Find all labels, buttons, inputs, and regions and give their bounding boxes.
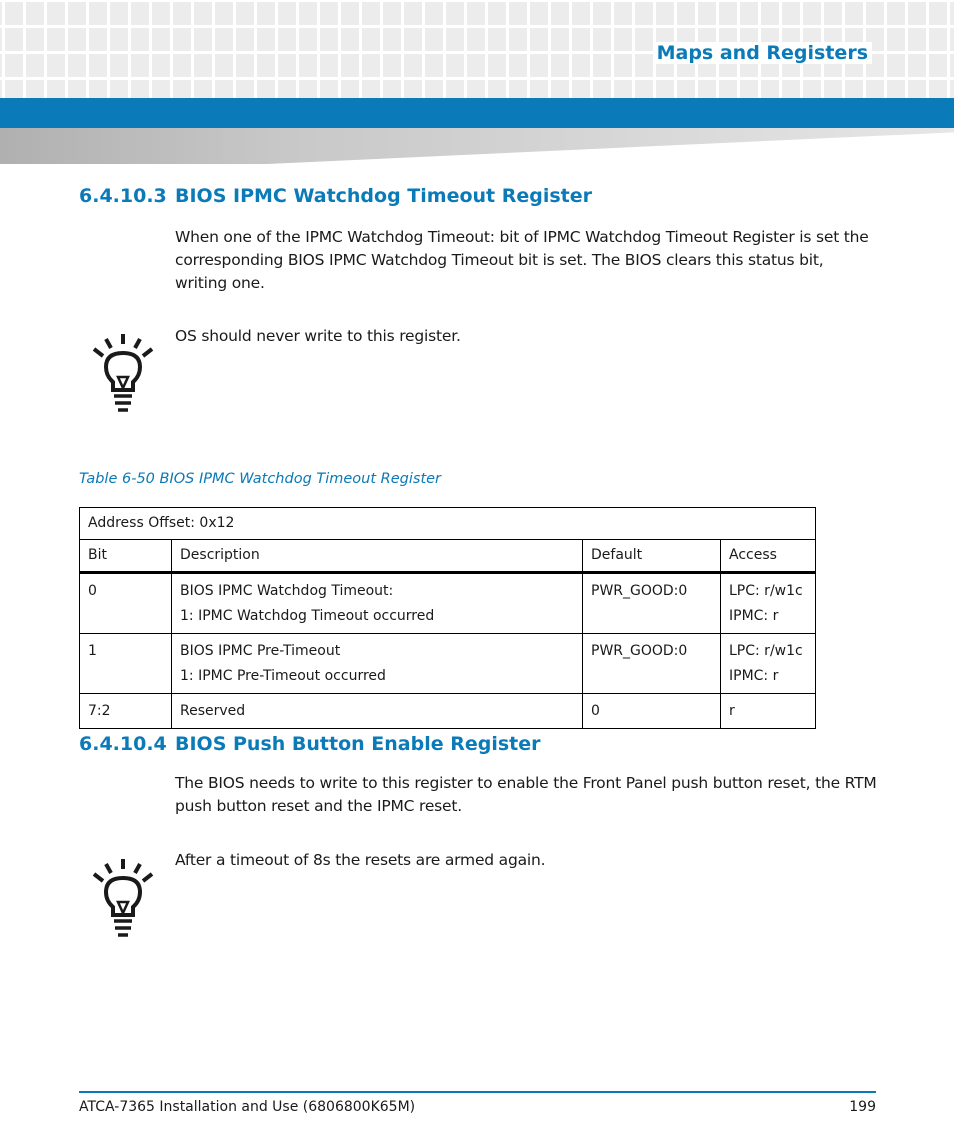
note-text: After a timeout of 8s the resets are armed again. <box>175 851 546 869</box>
access-line: IPMC: r <box>729 608 779 624</box>
description-cell <box>172 634 583 694</box>
access-cell: r <box>721 694 816 729</box>
description-line: 1: IPMC Watchdog Timeout occurred <box>180 608 435 624</box>
bit-cell: 0 <box>80 573 172 634</box>
section-title: BIOS Push Button Enable Register <box>175 733 541 755</box>
description-line: 1: IPMC Pre-Timeout occurred <box>180 668 386 684</box>
bit-cell: 7:2 <box>80 694 172 729</box>
column-header-bit: Bit <box>80 540 172 573</box>
footer-document-title: ATCA-7365 Installation and Use (6806800K65M) <box>79 1099 416 1115</box>
page-header-title: Maps and Registers <box>653 42 872 64</box>
section-heading-push-button <box>79 733 541 755</box>
address-offset-cell: Address Offset: 0x12 <box>80 508 816 540</box>
section-title: BIOS IPMC Watchdog Timeout Register <box>175 185 593 207</box>
footer-divider <box>79 1091 876 1093</box>
access-line: LPC: r/w1c <box>729 583 803 599</box>
header-grey-wedge <box>0 128 954 164</box>
table-row <box>80 508 816 540</box>
bit-cell: 1 <box>80 634 172 694</box>
description-cell <box>172 573 583 634</box>
footer-page-number: 199 <box>849 1099 876 1115</box>
access-line: LPC: r/w1c <box>729 643 803 659</box>
section-body: When one of the IPMC Watchdog Timeout: bit of IPMC Watchdog Timeout Register is set the corresponding BIOS IPMC Watchdog Timeout bit is set. The BIOS clears this status bit, writing one. <box>175 228 869 292</box>
access-line: IPMC: r <box>729 668 779 684</box>
note-text: OS should never write to this register. <box>175 327 461 345</box>
table-row <box>80 573 816 634</box>
section-body: The BIOS needs to write to this register to enable the Front Panel push button reset, the RTM push button reset and the IPMC reset. <box>175 774 877 815</box>
header-blue-bar <box>0 98 954 128</box>
column-header-description: Description <box>172 540 583 573</box>
default-cell: 0 <box>583 694 721 729</box>
lightbulb-icon <box>92 334 154 414</box>
description-line: BIOS IPMC Watchdog Timeout: <box>180 583 394 599</box>
access-cell <box>721 634 816 694</box>
description-line: BIOS IPMC Pre-Timeout <box>180 643 341 659</box>
table-caption: Table 6-50 BIOS IPMC Watchdog Timeout Register <box>79 471 442 487</box>
table-header-row <box>80 540 816 573</box>
column-header-access: Access <box>721 540 816 573</box>
table-row <box>80 634 816 694</box>
description-cell: Reserved <box>172 694 583 729</box>
default-cell: PWR_GOOD:0 <box>583 634 721 694</box>
table-row <box>80 694 816 729</box>
column-header-default: Default <box>583 540 721 573</box>
section-number: 6.4.10.4 <box>79 733 167 755</box>
access-cell <box>721 573 816 634</box>
section-heading-watchdog <box>79 185 592 207</box>
section-number: 6.4.10.3 <box>79 185 167 207</box>
register-table <box>79 507 816 729</box>
default-cell: PWR_GOOD:0 <box>583 573 721 634</box>
lightbulb-icon <box>92 859 154 939</box>
